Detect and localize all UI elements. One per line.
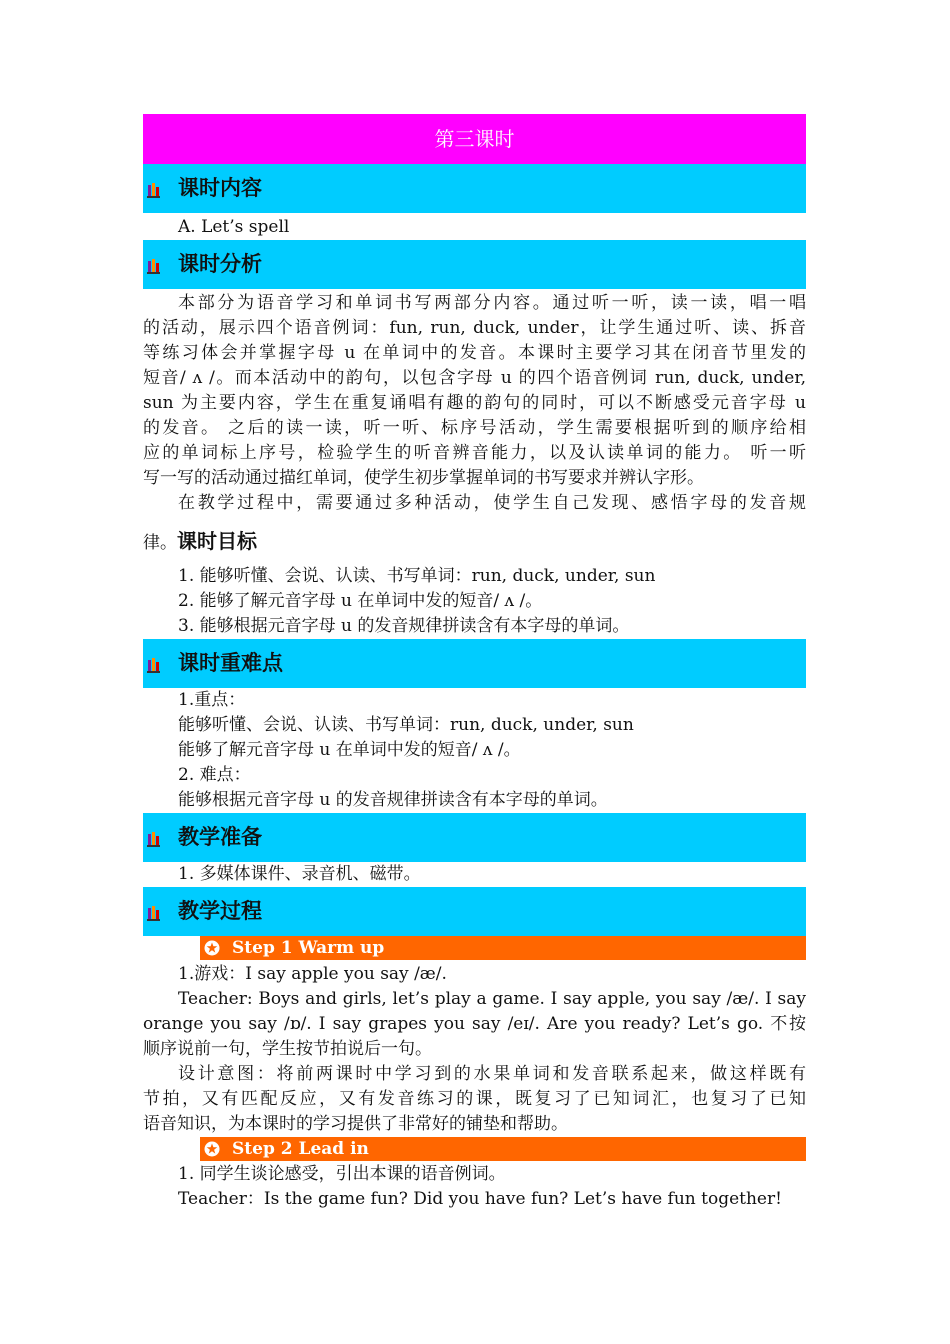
text-line: Teacher: Boys and girls, let’s play a game. I say apple, you say /æ/. I say: [178, 989, 806, 1009]
star-circle-icon: [204, 1141, 220, 1157]
text-line: 节拍，又有匹配反应，又有发音练习的课，既复习了已知词汇，也复习了已知: [143, 1089, 806, 1109]
section-title: 课时内容: [178, 176, 262, 200]
book-bullet-icon: [146, 639, 160, 688]
text-line: 1. 同学生谈论感受，引出本课的语音例词。: [178, 1164, 506, 1184]
text-line: 顺序说前一句，学生按节拍说后一句。: [143, 1039, 432, 1059]
text-line: 设计意图：将前两课时中学习到的水果单词和发音联系起来，做这样既有: [178, 1064, 806, 1084]
section-header-analysis: [143, 240, 806, 289]
text-line: Teacher：Is the game fun? Did you have fun? Let’s have fun together!: [178, 1189, 782, 1209]
step-label: Step 1 Warm up: [232, 938, 385, 958]
text-line: 应的单词标上序号，检验学生的听音辨音能力，以及认读单词的能力。 听一听: [143, 443, 806, 463]
section-header-key-points: [143, 639, 806, 688]
text-line: 的活动，展示四个语音例词：fun, run, duck, under，让学生通过听、读、拆音: [143, 318, 806, 338]
step-bar-warm-up: [200, 936, 806, 960]
book-bullet-icon: [146, 164, 160, 213]
text-line: orange you say /ɒ/. I say grapes you say /eɪ/. Are you ready? Let’s go. 不按: [143, 1014, 806, 1034]
preparation-line: 1. 多媒体课件、录音机、磁带。: [178, 864, 421, 884]
content-line: A. Let’s spell: [178, 217, 290, 237]
text-line: 能够了解元音字母 u 在单词中发的短音/ ʌ /。: [178, 740, 521, 760]
text-line: 短音/ ʌ /。而本活动中的韵句，以包含字母 u 的四个语音例词 run, duck, under,: [143, 368, 806, 388]
analysis-paragraph: [143, 291, 806, 554]
text-line: 语音知识，为本课时的学习提供了非常好的铺垫和帮助。: [143, 1114, 568, 1134]
step-bar-lead-in: [200, 1137, 806, 1161]
text-line: 等练习体会并掌握字母 u 在单词中的发音。本课时主要学习其在闭音节里发的: [143, 343, 806, 363]
star-circle-icon: [204, 940, 220, 956]
goal-item: 1. 能够听懂、会说、认读、书写单词：run, duck, under, sun: [178, 566, 656, 586]
text-line: 能够听懂、会说、认读、书写单词：run, duck, under, sun: [178, 715, 634, 735]
book-bullet-icon: [146, 887, 160, 936]
section-title: 课时分析: [178, 252, 262, 276]
step-label: Step 2 Lead in: [232, 1139, 369, 1159]
text-line: 2. 难点：: [178, 765, 251, 785]
step-lead-in-body: [143, 1162, 806, 1212]
text-line: 在教学过程中，需要通过多种活动，使学生自己发现、感悟字母的发音规: [178, 493, 806, 513]
key-points-list: [143, 688, 806, 813]
section-header-preparation: [143, 813, 806, 862]
lesson-title: 第三课时: [143, 114, 806, 164]
section-header-process: [143, 887, 806, 936]
goal-item: 3. 能够根据元音字母 u 的发音规律拼读含有本字母的单词。: [178, 616, 630, 636]
text-line: 1.重点：: [178, 690, 246, 710]
goal-item: 2. 能够了解元音字母 u 在单词中发的短音/ ʌ /。: [178, 591, 543, 611]
section-title-goals: 课时目标: [177, 529, 257, 553]
text-line: 1.游戏：I say apple you say /æ/.: [178, 964, 447, 984]
section-header-content: [143, 164, 806, 213]
text-line: 律。: [143, 533, 177, 553]
analysis-last-line: [143, 529, 806, 554]
section-title: 教学准备: [178, 825, 262, 849]
section-title: 教学过程: [178, 899, 262, 923]
text-line: 写一写的活动通过描红单词，使学生初步掌握单词的书写要求并辨认字形。: [143, 468, 704, 488]
text-line: 本部分为语音学习和单词书写两部分内容。通过听一听，读一读，唱一唱: [178, 293, 806, 313]
document-page: [143, 114, 806, 1212]
text-line: sun 为主要内容，学生在重复诵唱有趣的韵句的同时，可以不断感受元音字母 u: [143, 393, 806, 413]
text-line: 能够根据元音字母 u 的发音规律拼读含有本字母的单词。: [178, 790, 608, 810]
step-warm-up-body: [143, 962, 806, 1137]
book-bullet-icon: [146, 813, 160, 862]
section-title: 课时重难点: [178, 651, 283, 675]
text-line: 的发音。 之后的读一读，听一听、标序号活动，学生需要根据听到的顺序给相: [143, 418, 806, 438]
book-bullet-icon: [146, 240, 160, 289]
goals-list: [143, 564, 806, 639]
